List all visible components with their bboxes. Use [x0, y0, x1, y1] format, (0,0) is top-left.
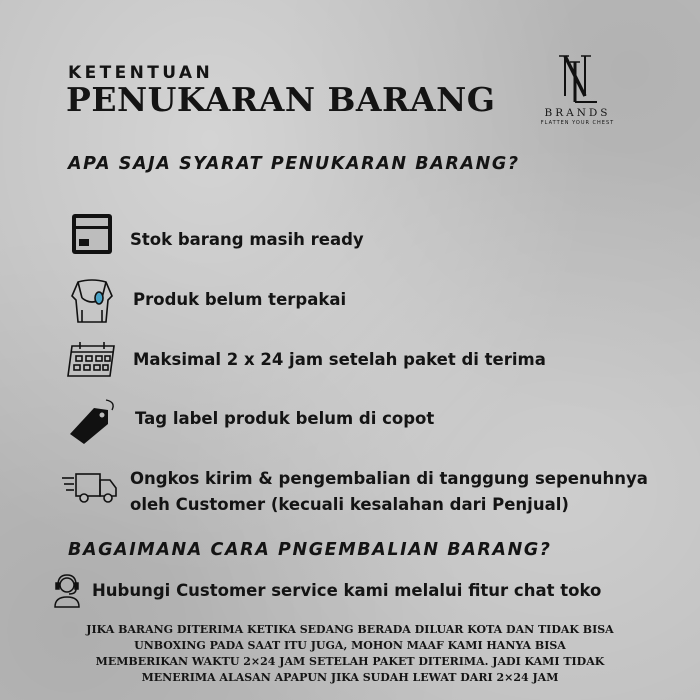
requirement-item-deadline: Maksimal 2 x 24 jam setelah paket di terima [133, 350, 546, 369]
box-icon [70, 212, 114, 256]
requirement-item-shipping-line2: oleh Customer (kecuali kesalahan dari Penjual) [130, 495, 569, 514]
nl-monogram-icon [553, 52, 603, 104]
delivery-truck-icon [60, 470, 118, 506]
return-step-contact: Hubungi Customer service kami melalui fitur chat toko [92, 581, 602, 600]
page-title: PENUKARAN BARANG [66, 80, 496, 119]
binder-icon [68, 276, 116, 328]
requirement-item-unused: Produk belum terpakai [133, 290, 347, 309]
footer-line: MENERIMA ALASAN APAPUN JIKA SUDAH LEWAT DARI 2×24 JAM [141, 671, 559, 684]
logo-tagline: FLATTEN YOUR CHEST [540, 120, 615, 126]
requirement-item-shipping-line1: Ongkos kirim & pengembalian di tanggung sepenuhnya [130, 469, 648, 488]
calendar-icon [66, 340, 118, 380]
requirement-item-stock: Stok barang masih ready [130, 230, 364, 249]
requirement-item-tag: Tag label produk belum di copot [135, 409, 435, 428]
price-tag-icon [68, 398, 118, 446]
footer-line: MEMBERIKAN WAKTU 2×24 JAM SETELAH PAKET DITERIMA. JADI KAMI TIDAK [95, 655, 605, 668]
footer-line: UNBOXING PADA SAAT ITU JUGA, MOHON MAAF KAMI HANYA BISA [134, 639, 566, 652]
footer-line: JIKA BARANG DITERIMA KETIKA SEDANG BERADA DILUAR KOTA DAN TIDAK BISA [86, 623, 614, 636]
section-question-return: BAGAIMANA CARA PNGEMBALIAN BARANG? [68, 540, 552, 560]
logo-brand-text: BRANDS [544, 107, 611, 119]
section-question-requirements: APA SAJA SYARAT PENUKARAN BARANG? [68, 154, 520, 174]
customer-service-icon [52, 573, 82, 609]
header-subtitle: KETENTUAN [68, 63, 214, 83]
brand-logo [530, 52, 625, 126]
footer-note [40, 622, 660, 686]
